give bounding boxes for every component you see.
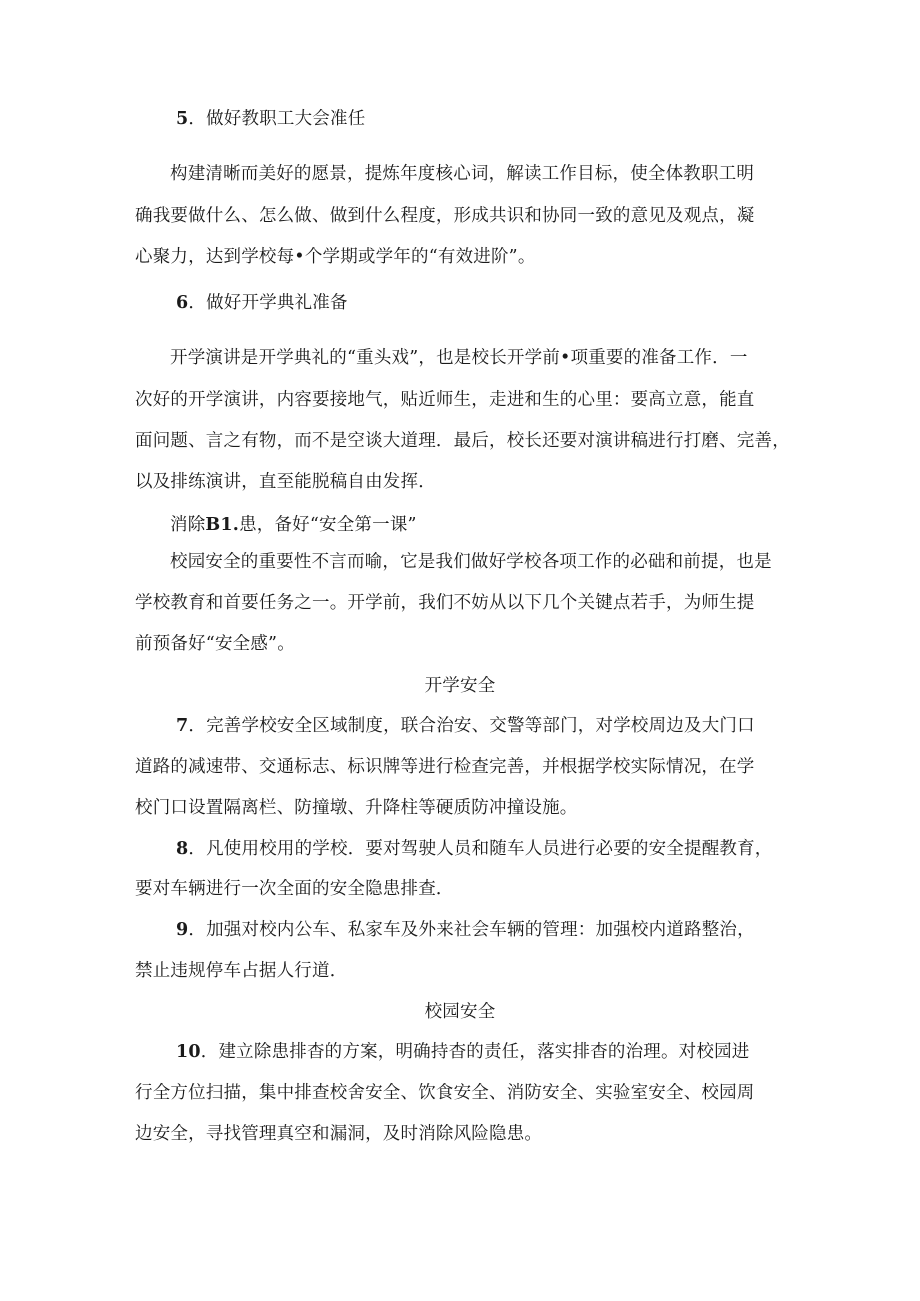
item-text: ．做好开学典礼准备 (188, 293, 348, 313)
subheading-bold: B1. (205, 515, 240, 535)
paragraph-line: 校园安全的重要性不言而喻，它是我们做好学校各项工作的必础和前提，也是 (170, 552, 772, 572)
subheading-post: 患，备好“安全第一课” (239, 515, 417, 535)
item-number: 10 (176, 1042, 201, 1062)
paragraph-line: 开学演讲是开学典礼的“重头戏”，也是校长开学前•项重要的准备工作．一 (170, 348, 748, 368)
item-text: ．完善学校安全区域制度，联合治安、交警等部门，对学校周边及大门口 (188, 716, 755, 736)
item-number: 5 (176, 109, 189, 129)
item-text: ．凡使用校用的学校．要对驾驶人员和随车人员进行必要的安全提醒教育， (188, 839, 773, 859)
paragraph-line: 面问题、言之有物，而不是空谈大道理．最后，校长还要对演讲稿进行打磨、完善， (135, 431, 790, 451)
section-heading: 校园安全 (424, 1002, 496, 1022)
paragraph-line: 确我要做什么、怎么做、做到什么程度，形成共识和协同一致的意见及观点，凝 (135, 206, 755, 226)
paragraph-line: 学校教育和首要任务之一。开学前，我们不妨从以下几个关键点若手，为师生提 (135, 593, 755, 613)
paragraph-line: 校门口设置隔离栏、防撞墩、升降柱等硬质防冲撞设施。 (135, 798, 578, 818)
paragraph-line: 以及排练演讲，直至能脱稿自由发挥． (135, 472, 436, 492)
item-number: 7 (176, 716, 189, 736)
paragraph-line: 前预备好“安全感”。 (135, 634, 295, 654)
paragraph-line: 次好的开学演讲，内容要接地气，贴近师生，走进和生的心里：要高立意，能直 (135, 390, 755, 410)
item-text: ．建立除患排杳的方案，明确持杳的责任，落实排杳的治理。对校园进 (200, 1042, 750, 1062)
item-6-heading (176, 290, 348, 316)
item-7 (176, 713, 755, 739)
paragraph-line: 构建清晰而美好的愿景，提炼年度核心词，解读工作目标，使全体教职工明 (170, 164, 755, 184)
item-9 (176, 917, 755, 943)
section-subheading (170, 512, 417, 538)
section-heading: 开学安全 (424, 676, 496, 696)
item-text: ．加强对校内公车、私家车及外来社会车辆的管理：加强校内道路整治， (188, 920, 755, 940)
item-10 (176, 1039, 749, 1065)
paragraph-line: 道路的减速带、交通标志、标识牌等进行检查完善，并根据学校实际情况，在学 (135, 757, 755, 777)
paragraph-line: 心聚力，达到学校每•个学期或学年的“有效进阶”。 (135, 247, 536, 267)
paragraph-line: 行全方位扫描，集中排查校舍安全、饮食安全、消防安全、实验室安全、校园周 (135, 1083, 755, 1103)
paragraph-line: 禁止违规停车占据人行道． (135, 961, 348, 981)
item-text: ．做好教职工大会准任 (188, 109, 366, 129)
item-8 (176, 836, 773, 862)
item-number: 9 (176, 920, 189, 940)
item-5-heading (176, 106, 365, 132)
subheading-pre: 消除 (170, 515, 206, 535)
paragraph-line: 边安全，寻找管理真空和漏洞，及时消除风险隐患。 (135, 1124, 543, 1144)
item-number: 8 (176, 839, 189, 859)
paragraph-line: 要对车辆进行一次全面的安全隐患排查． (135, 879, 454, 899)
item-number: 6 (176, 293, 189, 313)
